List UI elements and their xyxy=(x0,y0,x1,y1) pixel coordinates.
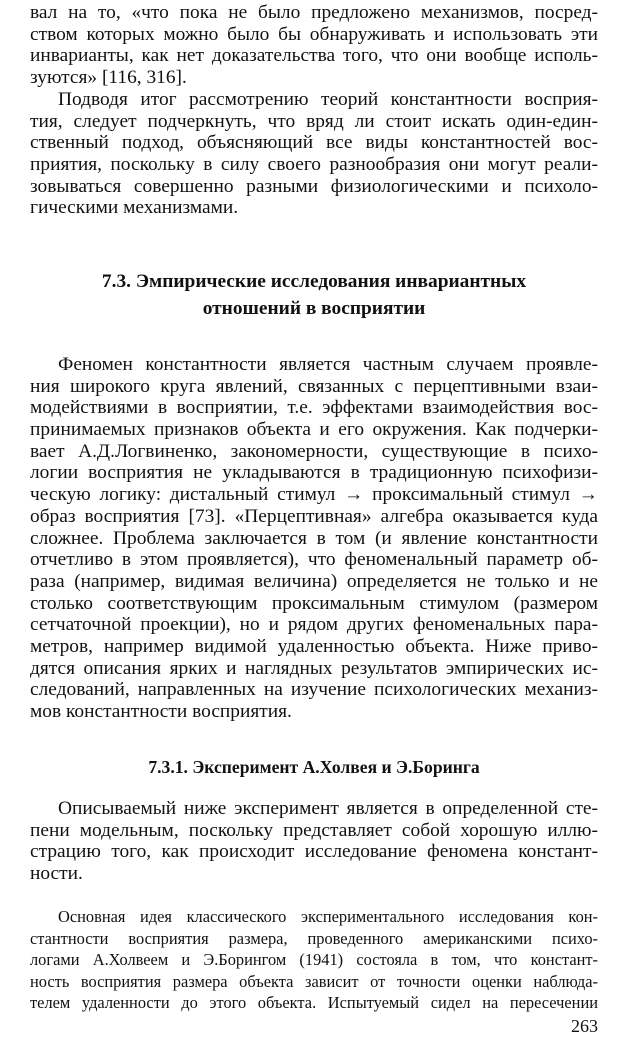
text-line: сложнее. Проблема заключается в том (и явление константности xyxy=(30,527,598,549)
text-line: отчетливо в этом проявляется), что феноменальный параметр об- xyxy=(30,549,598,571)
text-line: вает А.Д.Логвиненко, закономерности, существующие в психо- xyxy=(30,440,598,462)
text-line: телем удаленности до этого объекта. Испытуемый сидел на пересечении xyxy=(30,993,598,1013)
text-line: дятся описания ярких и наглядных результатов эмпирических ис- xyxy=(30,657,598,679)
text-line: логами А.Холвеем и Э.Борингом (1941) состояла в том, что констант- xyxy=(30,950,598,970)
page-number: 263 xyxy=(571,1016,598,1036)
text-line: гическими механизмами. xyxy=(30,197,239,219)
text-line: ность восприятия размера объекта зависит от точности оценки наблюда- xyxy=(30,971,598,991)
text-line: сетчаточной проекции), но и рядом других феноменальных пара- xyxy=(30,614,598,636)
text-line: ческую логику: дистальный стимул → проксимальный стимул → xyxy=(30,484,598,506)
text-line: зуются» [116, 316]. xyxy=(30,67,187,89)
text-line: принимаемых признаков объекта и его окружения. Как подчерки- xyxy=(30,419,598,441)
text-line: столько соответствующим проксимальным стимулом (размером xyxy=(30,592,598,614)
text-line: образ восприятия [73]. «Перцептивная» алгебра оказывается куда xyxy=(30,505,598,527)
subsection-paragraph xyxy=(30,798,598,885)
text-line: ством которых можно было бы обнаруживать и использовать эти xyxy=(30,23,598,45)
text-line: логии восприятия не укладываются в традиционную психофизи- xyxy=(30,462,598,484)
text-line: пени модельным, поскольку представляет собой хорошую иллю- xyxy=(30,819,598,841)
section-heading xyxy=(30,268,598,322)
text-line: Подводя итог рассмотрению теорий константности восприя- xyxy=(58,89,598,110)
small-print-paragraph xyxy=(30,906,598,1014)
text-line: страцию того, как происходит исследование феномена констант- xyxy=(30,841,598,863)
text-line: зовываться совершенно разными физиологическими и психоло- xyxy=(30,175,598,197)
summary-paragraph xyxy=(30,89,598,219)
section-heading-line: отношений в восприятии xyxy=(202,298,426,319)
text-line: приятия, поскольку в силу своего разнообразия они могут реали- xyxy=(30,154,598,176)
text-line: следований, направленных на изучение психологических механиз- xyxy=(30,679,598,701)
text-line: ния широкого круга явлений, связанных с перцептивными взаи- xyxy=(30,375,598,397)
text-line: тия, следует подчеркнуть, что вряд ли стоит искать один-един- xyxy=(30,110,598,132)
text-line: инварианты, как нет доказательства того, что они вообще исполь- xyxy=(30,45,598,67)
section-heading-line: 7.3. Эмпирические исследования инвариантных xyxy=(101,271,527,292)
text-line: Основная идея классического экспериментального исследования кон- xyxy=(58,907,598,926)
text-line: Феномен константности является частным случаем проявле- xyxy=(58,354,598,375)
section-paragraph xyxy=(30,354,598,723)
text-line: стантности восприятия размера, проведенного американскими психо- xyxy=(30,928,598,948)
text-line: модействиями в восприятии, т.е. эффектами взаимодействия вос- xyxy=(30,397,598,419)
text-line: метров, например видимой удаленностью объекта. Ниже приво- xyxy=(30,635,598,657)
text-line: мов константности восприятия. xyxy=(30,701,292,722)
text-line: раза (например, видимая величина) определяется не только и не xyxy=(30,570,598,592)
text-line: Описываемый ниже эксперимент является в определенной сте- xyxy=(58,798,598,819)
subsection-heading: 7.3.1. Эксперимент А.Холвея и Э.Боринга xyxy=(148,757,480,777)
text-line: вал на то, «что пока не было предложено механизмов, посред- xyxy=(30,2,598,23)
text-line: ности. xyxy=(30,863,83,885)
text-line: ственный подход, объясняющий все виды константностей вос- xyxy=(30,132,598,154)
top-paragraph xyxy=(30,2,598,89)
